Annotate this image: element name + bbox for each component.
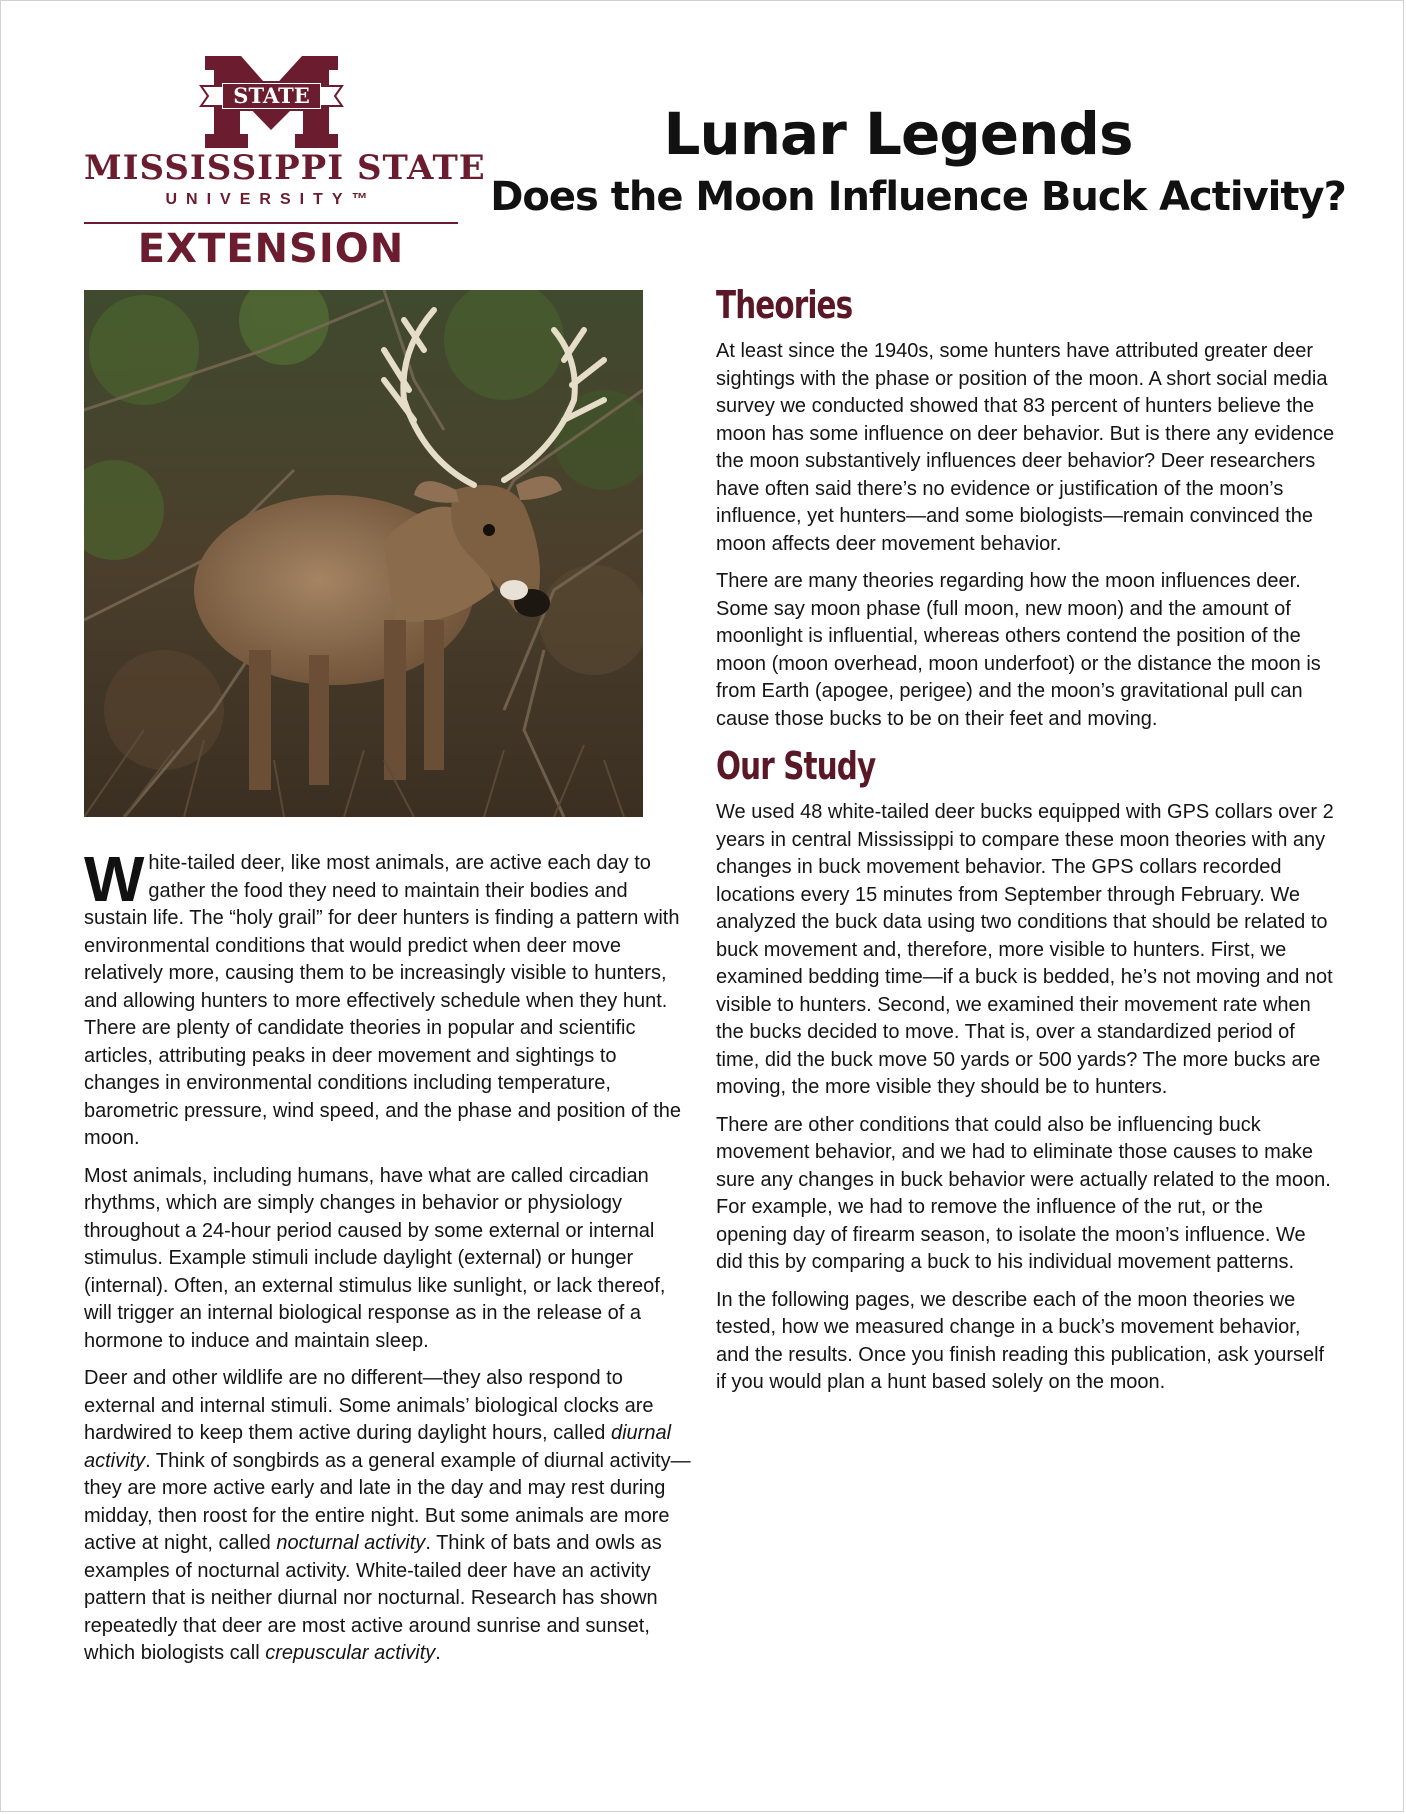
term-nocturnal: nocturnal activity: [276, 1532, 426, 1554]
left-column: [84, 843, 692, 1678]
page-title: Lunar Legends: [663, 100, 1133, 168]
msu-extension-logo[interactable]: [84, 56, 486, 274]
logo-extension-label: EXTENSION: [137, 226, 405, 272]
study-paragraph-2: There are other conditions that could also be influencing buck movement behavior, and we had to eliminate those causes to make sure any changes in buck behavior were actually related to the moon. For example, we had to remove the influence of the rut, or the opening day of firearm season, to isolate the moon’s influence. We did this by comparing a buck to his individual movement patterns.: [716, 1113, 1331, 1273]
deer-photo-image: [84, 290, 643, 817]
term-crepuscular: crepuscular activity: [265, 1642, 436, 1664]
theories-paragraph-1: At least since the 1940s, some hunters have attributed greater deer sightings with the phase or position of the moon. A short social media survey we conducted showed that 83 percent of hunters believe the moon has some influence on deer behavior. But is there any evidence the moon substantively influences deer behavior? Deer researchers have often said there’s no evidence or justification of the moon’s influence, yet hunters—and some biologists—remain convinced the moon affects deer movement behavior.: [716, 340, 1335, 555]
activity-text-d: .: [435, 1642, 441, 1664]
activity-text-a: Deer and other wildlife are no different—they also respond to external and internal stimuli. Some animals’ biological clocks are hardwired to keep them active during daylight hours, called: [84, 1367, 654, 1444]
activity-text-c: . Think of bats and owls as examples of nocturnal activity. White-tailed deer have an activity pattern that is neither diurnal nor nocturnal. Research has shown repeatedly that deer are most active around sunrise and sunset, which biologists call: [84, 1532, 662, 1664]
logo-badge-text: STATE: [233, 83, 310, 108]
theories-heading: Theories: [716, 283, 853, 327]
logo-university-label: UNIVERSITY™: [165, 191, 377, 208]
right-column: [716, 282, 1336, 1407]
our-study-heading: Our Study: [716, 744, 876, 788]
msu-m-state-logo-icon: [199, 56, 344, 148]
intro-paragraph: [84, 843, 692, 1153]
circadian-paragraph: Most animals, including humans, have what are called circadian rhythms, which are simply changes in behavior or physiology throughout a 24-hour period caused by some external or internal stimulus. Example stimuli include daylight (external) or hunger (internal). Often, an external stimulus like sunlight, or lack thereof, will trigger an internal biological response as in the release of a hormone to induce and maintain sleep.: [84, 1164, 666, 1352]
logo-university-name: MISSISSIPPI STATE: [84, 148, 486, 188]
theories-paragraph-2: There are many theories regarding how the moon influences deer. Some say moon phase (full moon, new moon) and the amount of moonlight is influential, whereas others contend the position of the moon (moon overhead, moon underfoot) or the distance the moon is from Earth (apogee, perigee) and the moon’s gravitational pull can cause those bucks to be on their feet and moving.: [716, 570, 1321, 730]
logo-divider: [84, 222, 458, 224]
activity-text-b: . Think of songbirds as a general example of diurnal activity—they are more active early and late in the day and may rest during midday, then roost for the entire night. But some animals are more active at night, called: [84, 1449, 691, 1554]
study-paragraph-3: In the following pages, we describe each of the moon theories we tested, how we measured change in a buck’s movement behavior, and the results. Once you finish reading this publication, ask yourself if you would plan a hunt based solely on the moon.: [716, 1288, 1325, 1393]
study-paragraph-1: We used 48 white-tailed deer bucks equipped with GPS collars over 2 years in central Mississippi to compare these moon theories with any changes in buck movement behavior. The GPS collars recorded locations every 15 minutes from September through February. We analyzed the buck data using two conditions that should be related to buck movement and, therefore, more visible to hunters. First, we examined bedding time—if a buck is bedded, he’s not moving and not visible to hunters. Second, we examined their movement rate when the bucks decided to move. That is, over a standardized period of time, did the buck move 50 yards or 500 yards? The more bucks are moving, the more visible they should be to hunters.: [716, 801, 1334, 1098]
page-subtitle: Does the Moon Influence Buck Activity?: [490, 174, 1346, 220]
deer-photo: [84, 290, 643, 817]
term-diurnal: diurnal activity: [84, 1422, 672, 1472]
intro-text: hite-tailed deer, like most animals, are active each day to gather the food they need to maintain their bodies and sustain life. The “holy grail” for deer hunters is finding a pattern with environmental conditions that would predict when deer move relatively more, causing them to be increasingly visible to hunters, and allowing hunters to more effectively schedule when they hunt. There are plenty of candidate theories in popular and scientific articles, attributing peaks in deer movement and sightings to changes in environmental conditions including temperature, barometric pressure, wind speed, and the phase and position of the moon.: [84, 852, 682, 1149]
drop-cap: W: [84, 843, 145, 915]
activity-paragraph: [84, 1365, 692, 1668]
